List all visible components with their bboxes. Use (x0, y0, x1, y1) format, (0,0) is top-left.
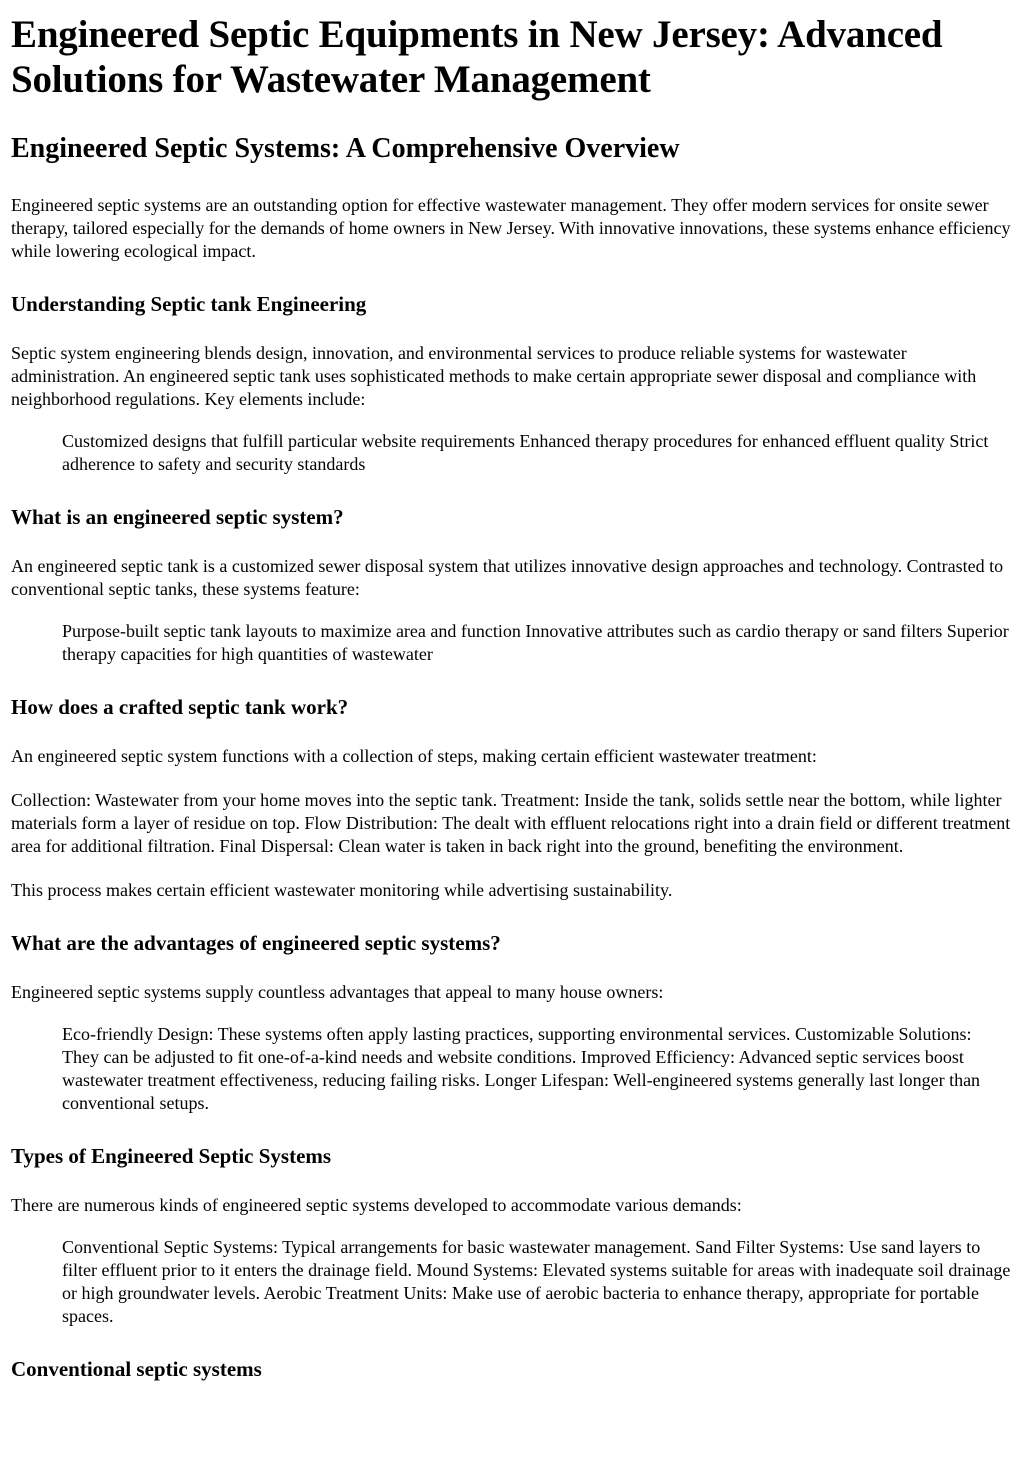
heading-advantages: What are the advantages of engineered septic systems? (11, 931, 501, 955)
heading-types: Types of Engineered Septic Systems (11, 1144, 332, 1168)
paragraph-advantages: Engineered septic systems supply countless advantages that appeal to many house owners: (11, 982, 664, 1002)
heading-understanding: Understanding Septic tank Engineering (11, 292, 367, 316)
list-types: Conventional Septic Systems: Typical arrangements for basic wastewater management. Sand Filter Systems: Use sand layers to filter effluent prior to it enters the drainage field. Mound Systems: Elevated systems suitable for areas with inadequate soil drainage or high groundwater levels. Aerobic Treatment Units: Make use of aerobic bacteria to enhance therapy, appropriate for portable spaces. (62, 1237, 1011, 1326)
paragraph-how-works-steps: Collection: Wastewater from your home moves into the septic tank. Treatment: Inside the tank, solids settle near the bottom, while lighter materials form a layer of residue on top. Flow Distribution: The dealt with effluent relocations right into a drain field or different treatment area for additional filtration. Final Dispersal: Clean water is taken in back right into the ground, benefiting the environment. (11, 790, 1011, 856)
list-what-is: Purpose-built septic tank layouts to maximize area and function Innovative attributes such as cardio therapy or sand filters Superior therapy capacities for high quantities of wastewater (62, 621, 1009, 664)
heading-what-is: What is an engineered septic system? (11, 505, 344, 529)
list-advantages: Eco-friendly Design: These systems often apply lasting practices, supporting environmental services. Customizable Solutions: They can be adjusted to fit one-of-a-kind needs and website conditions. Improved Efficiency: Advanced septic services boost wastewater treatment effectiveness, reducing failing risks. Longer Lifespan: Well-engineered systems generally last longer than conventional setups. (62, 1024, 981, 1113)
paragraph-how-works-summary: This process makes certain efficient wastewater monitoring while advertising sustainability. (11, 880, 673, 900)
heading-conventional: Conventional septic systems (11, 1357, 262, 1381)
paragraph-how-works: An engineered septic system functions with a collection of steps, making certain efficient wastewater treatment: (11, 746, 817, 766)
paragraph-understanding: Septic system engineering blends design, innovation, and environmental services to produce reliable systems for wastewater administration. An engineered septic tank uses sophisticated methods to make certain appropriate sewer disposal and compliance with neighborhood regulations. Key elements include: (11, 343, 977, 409)
article (0, 12, 1024, 1381)
section-heading: Engineered Septic Systems: A Comprehensive Overview (11, 133, 680, 164)
page-title: Engineered Septic Equipments in New Jersey: Advanced Solutions for Wastewater Management (11, 13, 943, 101)
paragraph-what-is: An engineered septic tank is a customized sewer disposal system that utilizes innovative design approaches and technology. Contrasted to conventional septic tanks, these systems feature: (11, 556, 1004, 599)
paragraph-types: There are numerous kinds of engineered septic systems developed to accommodate various demands: (11, 1195, 742, 1215)
list-understanding: Customized designs that fulfill particular website requirements Enhanced therapy procedures for enhanced effluent quality Strict adherence to safety and security standards (62, 431, 989, 474)
intro-paragraph: Engineered septic systems are an outstanding option for effective wastewater management. They offer modern services for onsite sewer therapy, tailored especially for the demands of home owners in New Jersey. With innovative innovations, these systems enhance efficiency while lowering ecological impact. (11, 195, 1011, 261)
heading-how-works: How does a crafted septic tank work? (11, 695, 349, 719)
